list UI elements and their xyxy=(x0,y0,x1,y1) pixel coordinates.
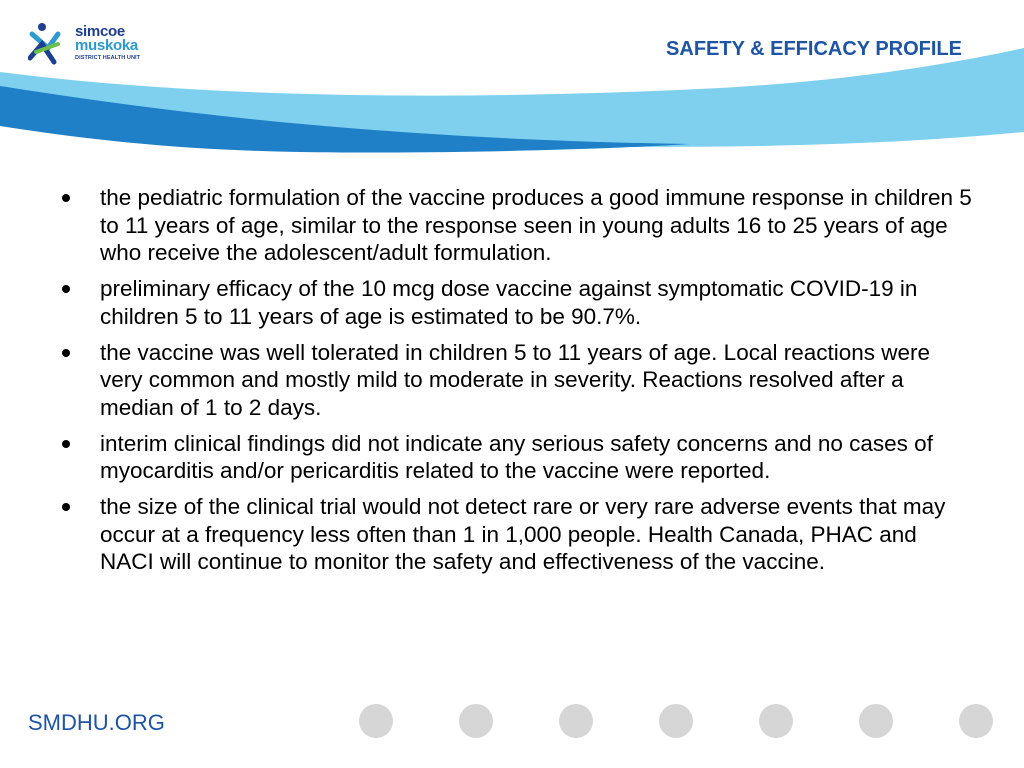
bullet-item xyxy=(56,184,976,267)
bullet-dot-icon xyxy=(62,503,70,511)
bullet-dot-icon xyxy=(62,285,70,293)
logo-text-district: DISTRICT HEALTH UNIT xyxy=(75,55,141,61)
footer-dot-icon xyxy=(959,704,993,738)
bullet-text: interim clinical findings did not indicate any serious safety concerns and no cases of myocarditis and/or pericarditis related to the vaccine were reported. xyxy=(100,430,933,483)
bullet-dot-icon xyxy=(62,440,70,448)
footer-dot-icon xyxy=(559,704,593,738)
footer-dot-icon xyxy=(759,704,793,738)
footer-dot-icon xyxy=(459,704,493,738)
footer-dot-icon xyxy=(359,704,393,738)
bullet-item xyxy=(56,339,976,422)
logo-text-muskoka: muskoka xyxy=(75,37,138,54)
bullet-dot-icon xyxy=(62,194,70,202)
footer-website-link[interactable]: SMDHU.ORG xyxy=(28,710,165,735)
footer-dot-icon xyxy=(859,704,893,738)
logo-text-simcoe: simcoe xyxy=(75,23,125,40)
simcoe-muskoka-logo xyxy=(28,22,168,66)
bullet-item xyxy=(56,275,976,330)
slide-title: SAFETY & EFFICACY PROFILE xyxy=(666,38,962,60)
bullet-item xyxy=(56,430,976,485)
bullet-dot-icon xyxy=(62,349,70,357)
footer-dot-icon xyxy=(659,704,693,738)
bullet-text: preliminary efficacy of the 10 mcg dose vaccine against symptomatic COVID-19 in children 5 to 11 years of age is estimated to be 90.7%. xyxy=(100,276,918,329)
footer-dots xyxy=(359,704,999,740)
bullet-text: the pediatric formulation of the vaccine produces a good immune response in children 5 to 11 years of age, similar to the response seen in young adults 16 to 25 years of age who receive the adolescent/adult formulation. xyxy=(100,185,972,265)
bullet-item xyxy=(56,493,976,576)
bullet-text: the size of the clinical trial would not detect rare or very rare adverse events that may occur at a frequency less often than 1 in 1,000 people. Health Canada, PHAC and NACI will continue to monitor the safety and effectiveness of the vaccine. xyxy=(100,494,946,574)
bullet-text: the vaccine was well tolerated in children 5 to 11 years of age. Local reactions were very common and mostly mild to moderate in severity. Reactions resolved after a median of 1 to 2 days. xyxy=(100,339,931,420)
logo-figure-icon xyxy=(28,22,72,66)
bullet-list xyxy=(56,184,976,584)
